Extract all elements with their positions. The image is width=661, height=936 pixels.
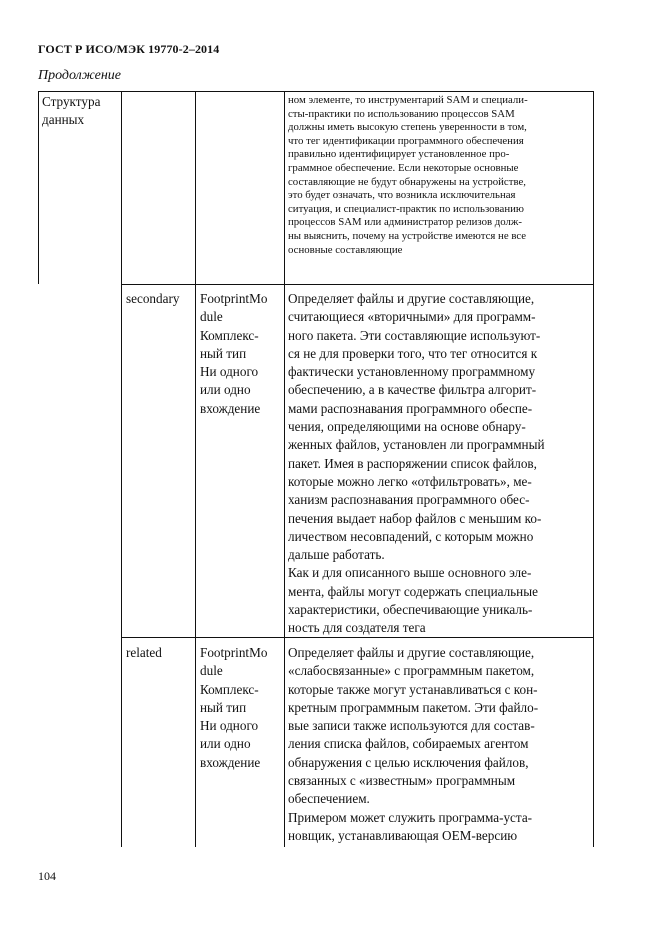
type-line: или одно <box>200 736 251 752</box>
type-line: FootprintMo <box>200 645 268 660</box>
type-line: dule <box>200 663 223 679</box>
desc-line: что тег идентификации программного обеспечения <box>288 134 524 147</box>
desc-line: новщик, устанавливающая OEM-версию <box>288 827 518 843</box>
desc-line: Как и для описанного выше основного эле- <box>288 565 532 581</box>
desc-line: ления списка файлов, собираемых агентом <box>288 736 529 752</box>
type-line: ный тип <box>200 345 247 361</box>
desc-line: сты-практики по использованию процессов SAM <box>288 107 515 120</box>
desc-line: правильно идентифицирует установленное про- <box>288 148 510 161</box>
continuation-label: Продолжение <box>38 68 121 83</box>
structure-label-cell <box>42 93 120 130</box>
desc-line: пакет. Имея в распоряжении список файлов, <box>288 455 537 471</box>
desc-line: это будет означать, что возникла исключительная <box>288 189 516 202</box>
desc-line: кретным программным пакетом. Эти файло- <box>288 699 539 715</box>
desc-line: Примером может служить программа-уста- <box>288 809 533 825</box>
desc-line: ность для создателя тега <box>288 620 426 636</box>
description-cell-related <box>288 644 593 845</box>
table-border-right <box>593 91 594 847</box>
description-cell-secondary <box>288 290 593 638</box>
desc-line: должны иметь высокую степень уверенности в том, <box>288 121 527 134</box>
desc-line: дальше работать. <box>288 547 385 563</box>
table-divider-1 <box>121 91 122 847</box>
desc-line: процессов SAM или администратор релизов долж- <box>288 216 522 229</box>
desc-line: характеристики, обеспечивающие уникаль- <box>288 602 533 618</box>
element-name-secondary: secondary <box>126 291 180 306</box>
desc-line: мами распознавания программного обеспе- <box>288 400 533 416</box>
table-border-left <box>38 91 39 284</box>
desc-line: основные составляющие <box>288 243 403 256</box>
table-rule-top <box>38 91 594 92</box>
element-name-related: related <box>126 645 162 660</box>
desc-line: мента, файлы могут содержать специальные <box>288 583 538 599</box>
desc-line: связанных с «известным» программным <box>288 773 516 789</box>
desc-line: обеспечению, а в качестве фильтра алгорит- <box>288 382 537 398</box>
desc-line: Определяет файлы и другие составляющие, <box>288 645 535 660</box>
desc-line: личеством несовпадений, с которым можно <box>288 528 534 544</box>
desc-line: которые также могут устанавливаться с кон- <box>288 681 538 697</box>
type-cell-related <box>200 644 284 772</box>
type-line: Ни одного <box>200 718 259 734</box>
type-line: Комплекс- <box>200 327 259 343</box>
desc-line: обеспечением. <box>288 791 370 807</box>
desc-line: фактически установленному программному <box>288 364 536 380</box>
table-rule-row1 <box>121 284 594 285</box>
table-divider-2 <box>195 91 196 847</box>
desc-line: которые можно легко «отфильтровать», ме- <box>288 473 532 489</box>
type-line: ный тип <box>200 699 247 715</box>
desc-line: женных файлов, установлен ли программный <box>288 437 545 453</box>
type-line: или одно <box>200 382 251 398</box>
type-line: Ни одного <box>200 364 259 380</box>
row0-description-cell <box>288 94 592 257</box>
desc-line: Определяет файлы и другие составляющие, <box>288 291 535 306</box>
type-line: Комплекс- <box>200 681 259 697</box>
desc-line: чения, определяющими на основе обнару- <box>288 419 526 435</box>
structure-label: Структура данных <box>42 94 101 128</box>
desc-line: считающиеся «вторичными» для программ- <box>288 309 536 325</box>
table-divider-3 <box>284 91 285 847</box>
desc-line: ситуация, и специалист-практик по использованию <box>288 202 524 215</box>
desc-line: ханизм распознавания программного обес- <box>288 492 530 508</box>
desc-line: ся не для проверки того, что тег относится к <box>288 345 538 361</box>
type-line: FootprintMo <box>200 291 268 306</box>
page-number: 104 <box>38 869 56 883</box>
desc-line: ны выяснить, почему на устройстве имеются не все <box>288 229 527 242</box>
desc-line: обнаружения с целью исключения файлов, <box>288 754 529 770</box>
document-code: ГОСТ Р ИСО/МЭК 19770-2–2014 <box>38 42 220 56</box>
desc-line: граммное обеспечение. Если некоторые основные <box>288 161 519 174</box>
type-cell-secondary <box>200 290 284 418</box>
desc-line: составляющие не будут обнаружены на устройстве, <box>288 175 526 188</box>
type-line: dule <box>200 309 223 325</box>
type-line: вхождение <box>200 754 261 770</box>
type-line: вхождение <box>200 400 261 416</box>
desc-line: вые записи также используются для состав- <box>288 718 535 734</box>
desc-line: «слабосвязанные» с программным пакетом, <box>288 663 535 679</box>
desc-line: ного пакета. Эти составляющие используют- <box>288 327 541 343</box>
desc-line: печения выдает набор файлов с меньшим ко- <box>288 510 542 526</box>
desc-line: ном элементе, то инструментарий SAM и специали- <box>288 94 528 106</box>
